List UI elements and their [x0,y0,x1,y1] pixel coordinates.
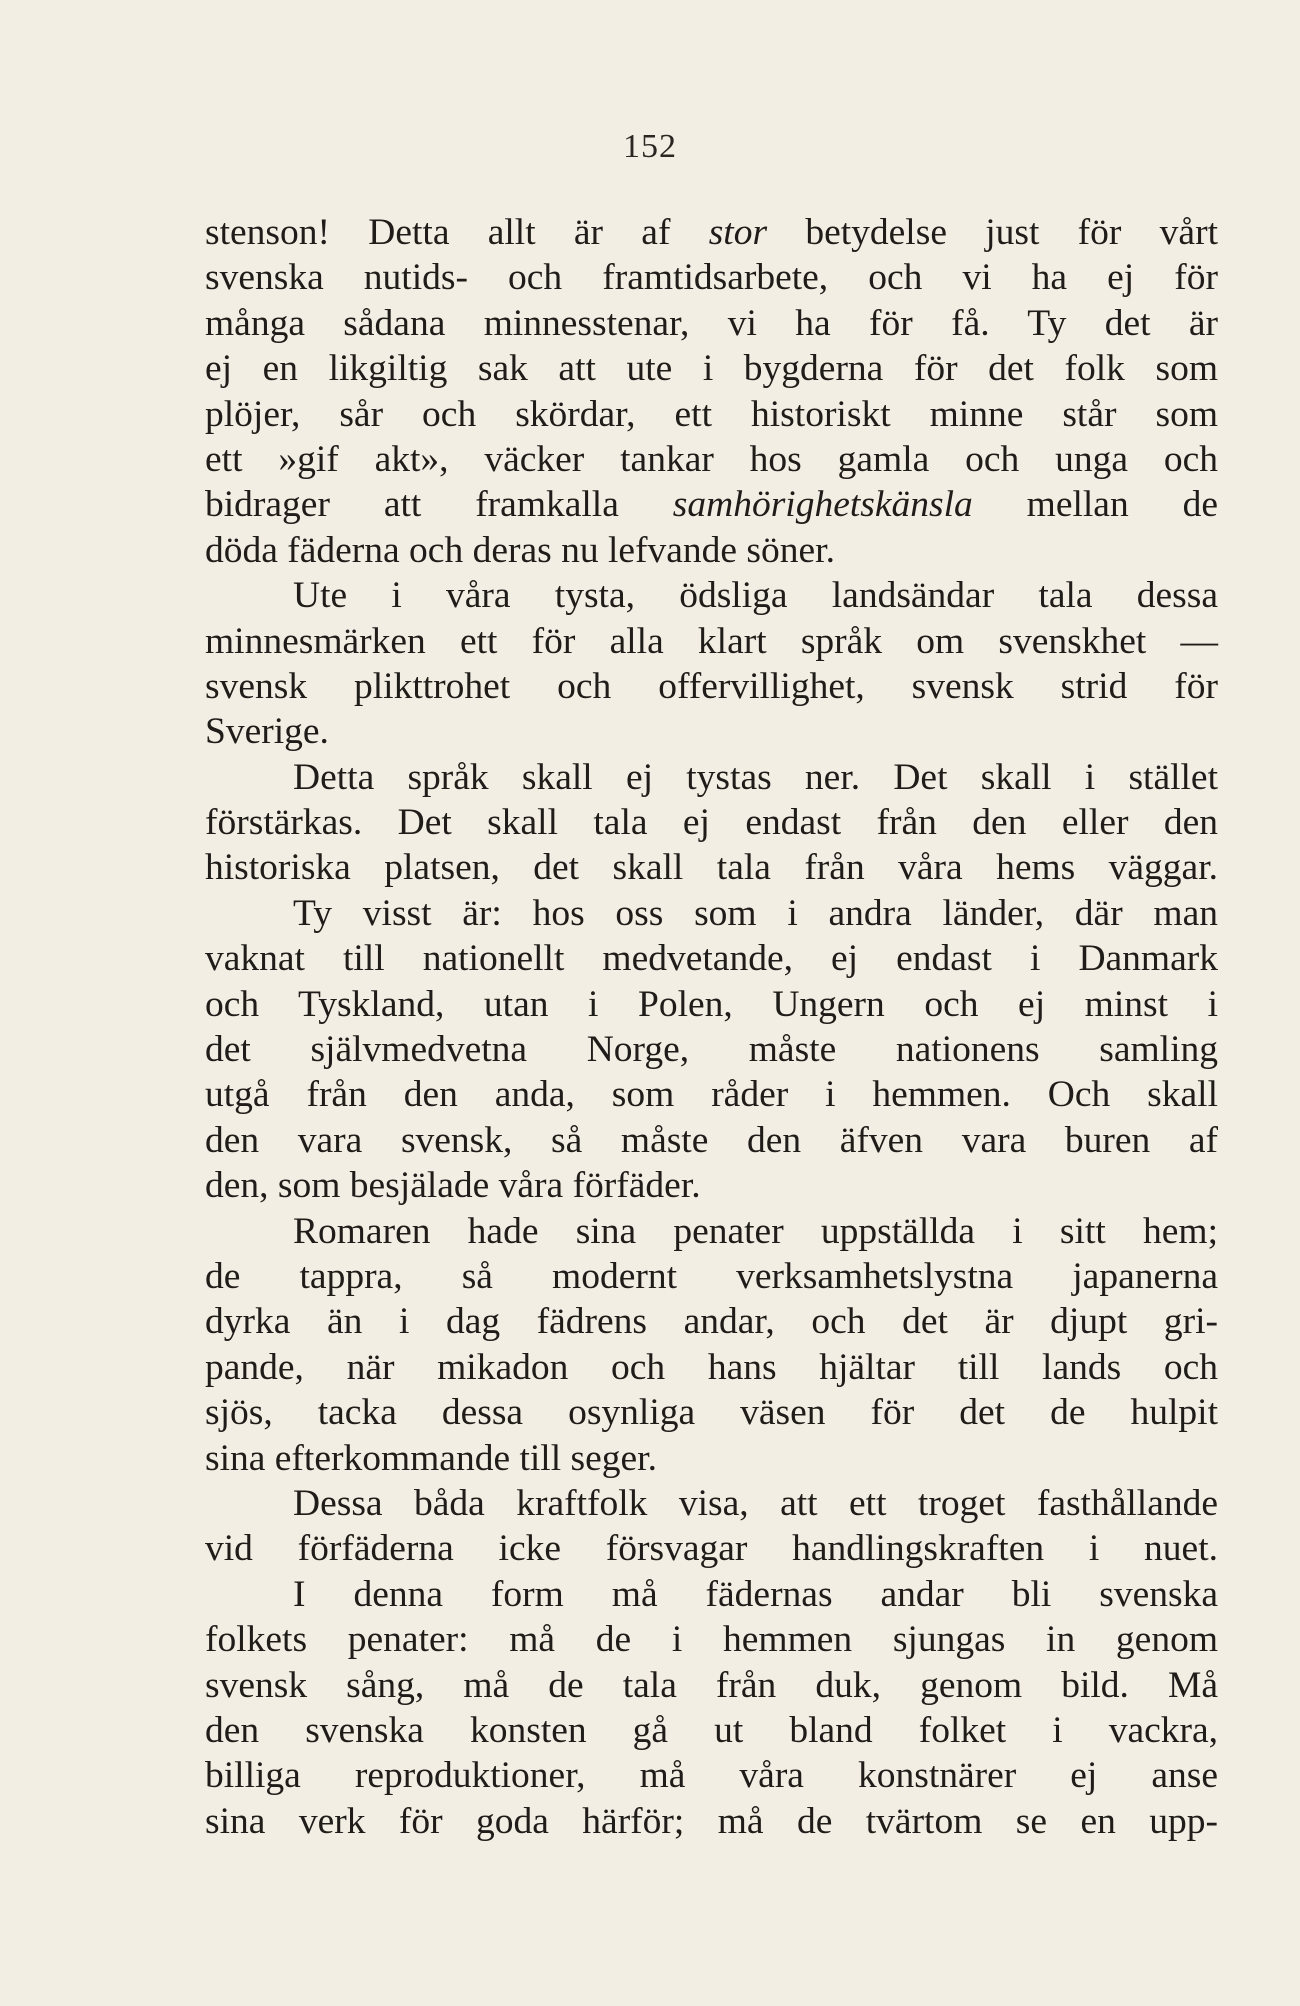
text-line [205,664,1218,709]
text-line [205,1072,1218,1117]
text-segment: och Tyskland, utan i Polen, Ungern och ej minst i [205,983,1218,1025]
text-line [205,573,1218,618]
text-line [205,845,1218,890]
text-line [205,1753,1218,1798]
text-line [205,1254,1218,1299]
text-segment: Romaren hade sina penater uppställda i sitt hem; [293,1210,1218,1252]
text-segment: plöjer, sår och skördar, ett historiskt minne står som [205,393,1218,435]
text-segment: vaknat till nationellt medvetande, ej endast i Danmark [205,938,1218,980]
text-segment: ett »gif akt», väcker tankar hos gamla och unga och [205,438,1218,480]
text-segment: svensk sång, må de tala från duk, genom bild. Må [205,1664,1218,1706]
text-line [205,482,1218,527]
text-segment: sina efterkommande till seger. [205,1437,657,1479]
text-segment: den, som besjälade våra förfäder. [205,1165,701,1207]
text-segment: den svenska konsten gå ut bland folket i vackra, [205,1709,1218,1751]
text-segment: vid förfäderna icke försvagar handlingskraften i nuet. [205,1528,1218,1570]
text-segment: förstärkas. Det skall tala ej endast från den eller den [205,802,1218,844]
text-segment: bidrager att framkalla [205,484,673,526]
text-segment: billiga reproduktioner, må våra konstnärer ej anse [205,1755,1218,1797]
text-line [205,936,1218,981]
text-line [205,1345,1218,1390]
text-line [205,437,1218,482]
text-segment: de tappra, så modernt verksamhetslystna japanerna [205,1255,1218,1297]
text-line [205,1663,1218,1708]
text-line [205,346,1218,391]
body-text [205,210,1218,1844]
text-segment: stenson! Detta allt är af [205,212,709,253]
text-segment: utgå från den anda, som råder i hemmen. Och skall [205,1074,1218,1116]
text-line [205,1027,1218,1072]
text-segment: det självmedvetna Norge, måste nationens samling [205,1029,1218,1071]
text-segment: mellan de [972,484,1218,526]
text-segment: folkets penater: må de i hemmen sjungas in genom [205,1619,1218,1661]
text-line [205,800,1218,845]
text-segment: Ty visst är: hos oss som i andra länder, där man [293,892,1218,934]
text-line [205,528,1218,573]
text-segment: döda fäderna och deras nu lefvande söner. [205,529,835,571]
page-number: 152 [623,128,677,165]
text-segment: Detta språk skall ej tystas ner. Det skall i stället [293,756,1218,798]
text-segment: Dessa båda kraftfolk visa, att ett troget fasthållande [293,1482,1218,1524]
text-segment: svenska nutids- och framtidsarbete, och vi ha ej för [205,257,1218,299]
text-line [205,1436,1218,1481]
text-line [205,1526,1218,1571]
text-line [205,1708,1218,1753]
text-segment: historiska platsen, det skall tala från våra hems väggar. [205,847,1218,889]
text-segment: dyrka än i dag fädrens andar, och det är djupt gri- [205,1301,1218,1343]
text-segment: Ute i våra tysta, ödsliga landsändar tala dessa [293,575,1218,617]
text-line [205,1390,1218,1435]
text-line [205,619,1218,664]
italic-text: stor [708,212,768,253]
text-line [205,1572,1218,1617]
text-segment: minnesmärken ett för alla klart språk om svenskhet — [205,620,1218,662]
text-segment: den vara svensk, så måste den äfven vara buren af [205,1119,1218,1161]
text-line [205,982,1218,1027]
text-line [205,891,1218,936]
text-line [205,1209,1218,1254]
text-segment: svensk plikttrohet och offervillighet, svensk strid för [205,665,1218,707]
text-segment: pande, när mikadon och hans hjältar till lands och [205,1346,1218,1388]
text-line [205,1299,1218,1344]
text-segment: många sådana minnesstenar, vi ha för få. Ty det är [205,302,1218,344]
text-line [205,255,1218,300]
text-segment: betydelse just för vårt [767,212,1218,253]
text-line [205,210,1218,255]
text-line [205,1617,1218,1662]
text-line [205,1481,1218,1526]
text-line [205,392,1218,437]
text-line [205,755,1218,800]
text-segment: Sverige. [205,711,329,753]
text-segment: sina verk för goda härför; må de tvärtom se en upp- [205,1800,1218,1842]
text-line [205,1163,1218,1208]
text-segment: ej en likgiltig sak att ute i bygderna för det folk som [205,348,1218,390]
text-segment: sjös, tacka dessa osynliga väsen för det de hulpit [205,1392,1218,1434]
text-segment: I denna form må fädernas andar bli svenska [293,1573,1218,1615]
text-line [205,709,1218,754]
text-line [205,301,1218,346]
italic-text: samhörighetskänsla [672,484,973,526]
text-line [205,1799,1218,1844]
text-line [205,1118,1218,1163]
